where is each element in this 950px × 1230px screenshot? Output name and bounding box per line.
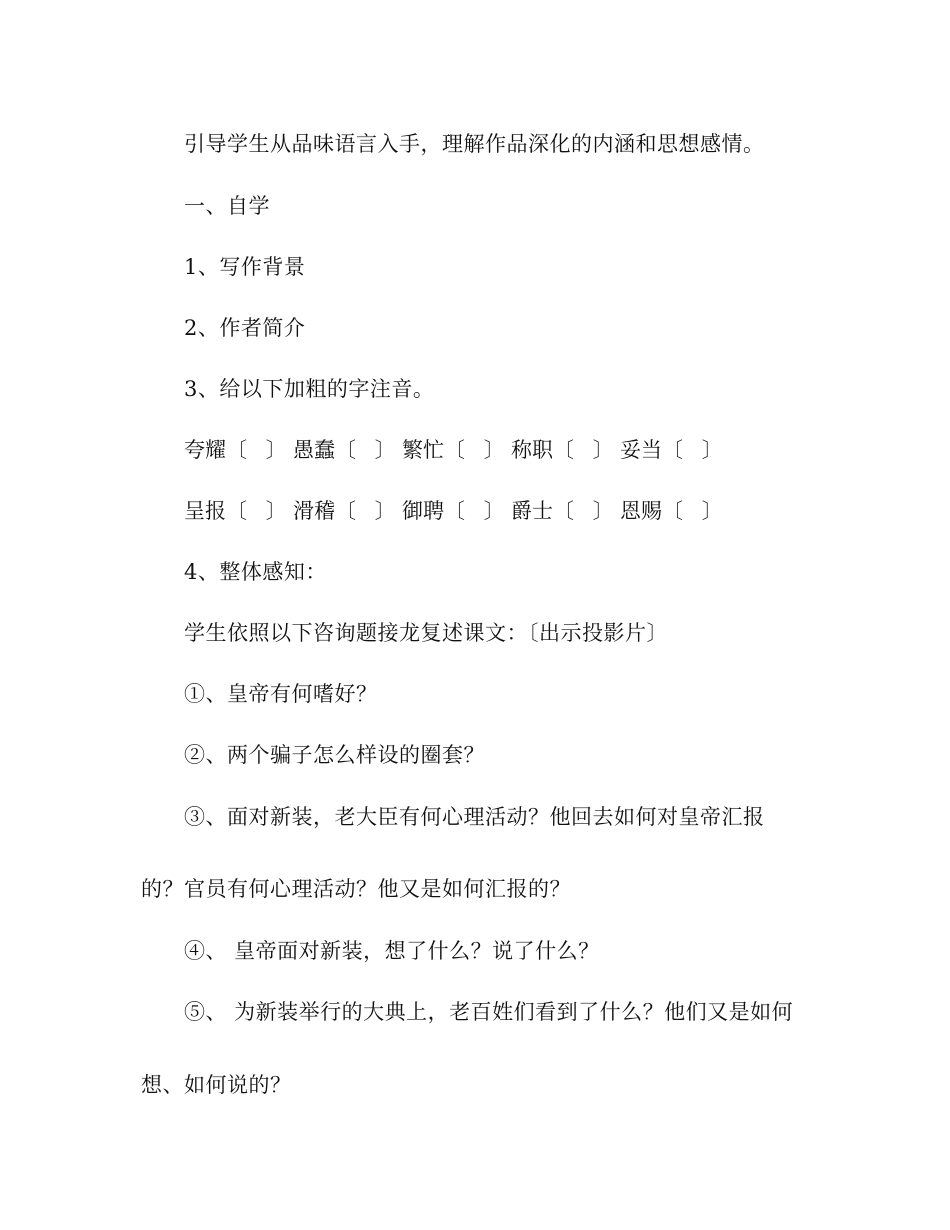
- vocab-item: [184, 497, 293, 525]
- question-1: ①、皇帝有何嗜好？: [184, 682, 378, 706]
- vocab-word: 恩赐: [620, 499, 662, 523]
- question-5-line-1: ⑤、 为新装举行的大典上，老百姓们看到了什么？他们又是如何: [184, 1000, 794, 1024]
- vocab-item: [511, 497, 620, 525]
- intro-paragraph: 引导学生从品味语言入手，理解作品深化的内涵和思想感情。: [184, 132, 765, 156]
- vocab-item: [511, 436, 620, 464]
- question-5-line-2: 想、如何说的？: [141, 1073, 292, 1097]
- vocab-word: 繁忙: [402, 438, 444, 462]
- vocab-word: 称职: [511, 438, 553, 462]
- item-writing-background: 1、写作背景: [184, 255, 306, 279]
- vocab-blank: 〔 〕: [335, 499, 402, 523]
- vocab-item: [293, 436, 402, 464]
- vocab-blank: 〔 〕: [444, 499, 511, 523]
- section-heading: 一、自学: [184, 194, 270, 218]
- question-3-line-1: ③、面对新装，老大臣有何心理活动？他回去如何对皇帝汇报: [184, 805, 765, 829]
- vocab-blank: 〔 〕: [444, 438, 511, 462]
- vocab-row-2: [184, 497, 729, 525]
- vocab-blank: 〔 〕: [335, 438, 402, 462]
- vocab-item: [293, 497, 402, 525]
- vocab-word: 夸耀: [184, 438, 226, 462]
- vocab-blank: 〔 〕: [662, 499, 729, 523]
- vocab-item: [620, 436, 729, 464]
- question-2: ②、两个骗子怎么样设的圈套？: [184, 743, 485, 767]
- vocab-word: 御聘: [402, 499, 444, 523]
- vocab-blank: 〔 〕: [662, 438, 729, 462]
- vocab-word: 滑稽: [293, 499, 335, 523]
- question-3-line-2: 的？官员有何心理活动？他又是如何汇报的？: [141, 877, 571, 901]
- vocab-word: 妥当: [620, 438, 662, 462]
- vocab-item: [402, 436, 511, 464]
- instruction-text: 学生依照以下咨询题接龙复述课文：〔出示投影片〕: [184, 621, 668, 645]
- vocab-blank: 〔 〕: [226, 499, 293, 523]
- vocab-blank: 〔 〕: [553, 438, 620, 462]
- vocab-item: [184, 436, 293, 464]
- vocab-blank: 〔 〕: [226, 438, 293, 462]
- vocab-word: 愚蠢: [293, 438, 335, 462]
- item-pronunciation: 3、给以下加粗的字注音。: [184, 377, 435, 401]
- vocab-row-1: [184, 436, 729, 464]
- item-author-intro: 2、作者简介: [184, 316, 306, 340]
- vocab-word: 呈报: [184, 499, 226, 523]
- vocab-item: [620, 497, 729, 525]
- question-4: ④、 皇帝面对新装，想了什么？说了什么？: [184, 939, 600, 963]
- vocab-word: 爵士: [511, 499, 553, 523]
- item-overall-perception: 4、整体感知：: [184, 560, 327, 584]
- vocab-blank: 〔 〕: [553, 499, 620, 523]
- vocab-item: [402, 497, 511, 525]
